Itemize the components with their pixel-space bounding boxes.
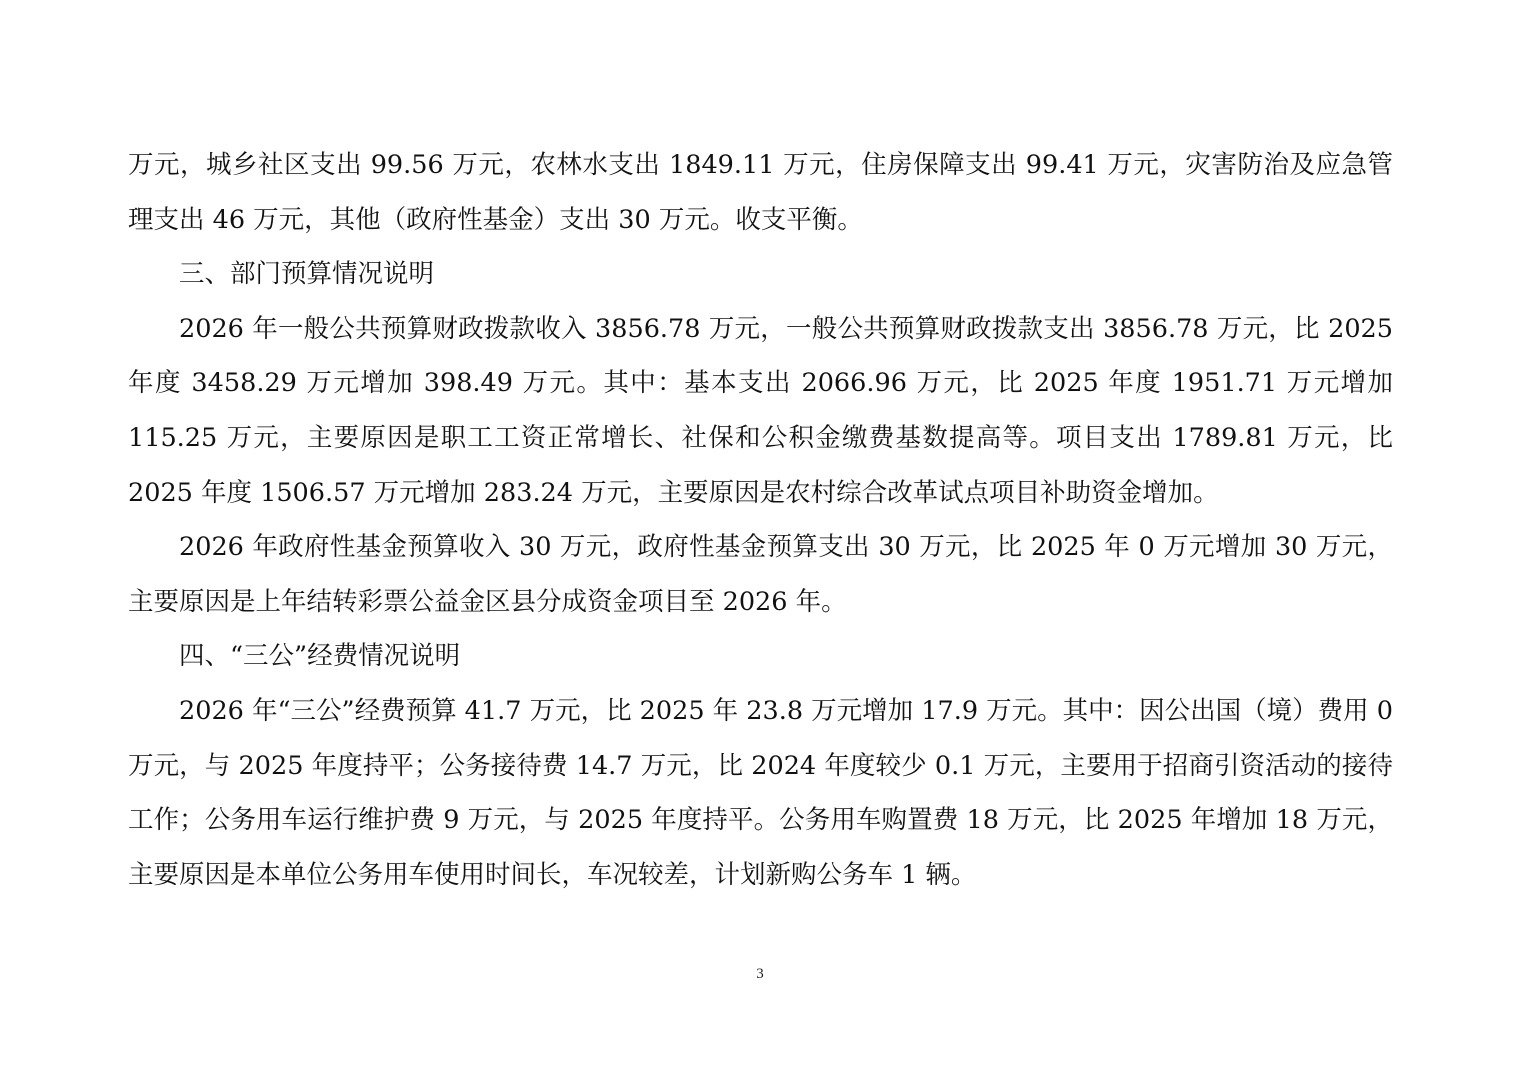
document-body xyxy=(128,138,1393,902)
page-number: 3 xyxy=(756,966,764,982)
section-heading-department-budget: 三、部门预算情况说明 xyxy=(179,259,435,290)
paragraph-budget-expenditure-summary: 万元，城乡社区支出 99.56 万元，农林水支出 1849.11 万元，住房保障支出 99.41 万元，灾害防治及应急管理支出 46 万元，其他（政府性基金）支出 30 万元。收支平衡。 xyxy=(128,150,1393,235)
paragraph-general-public-budget: 2026 年一般公共预算财政拨款收入 3856.78 万元，一般公共预算财政拨款支出 3856.78 万元，比 2025 年度 3458.29 万元增加 398.49 万元。其中：基本支出 2066.96 万元，比 2025 年度 1951.71 万元增加 115.25 万元，主要原因是职工工资正常增长、社保和公积金缴费基数提高等。项目支出 1789.81 万元，比 2025 年度 1506.57 万元增加 283.24 万元，主要原因是农村综合改革试点项目补助资金增加。 xyxy=(128,313,1393,508)
section-heading-three-public-expenses: 四、“三公”经费情况说明 xyxy=(179,641,461,672)
paragraph-three-public-expenses: 2026 年“三公”经费预算 41.7 万元，比 2025 年 23.8 万元增加 17.9 万元。其中：因公出国（境）费用 0 万元，与 2025 年度持平；公务接待费 14.7 万元，比 2024 年度较少 0.1 万元，主要用于招商引资活动的接待工作；公务用车运行维护费 9 万元，与 2025 年度持平。公务用车购置费 18 万元，比 2025 年增加 18 万元，主要原因是本单位公务用车使用时间长，车况较差，计划新购公务车 1 辆。 xyxy=(128,695,1393,890)
paragraph-government-fund-budget: 2026 年政府性基金预算收入 30 万元，政府性基金预算支出 30 万元，比 2025 年 0 万元增加 30 万元，主要原因是上年结转彩票公益金区县分成资金项目至 2026 年。 xyxy=(128,532,1393,617)
